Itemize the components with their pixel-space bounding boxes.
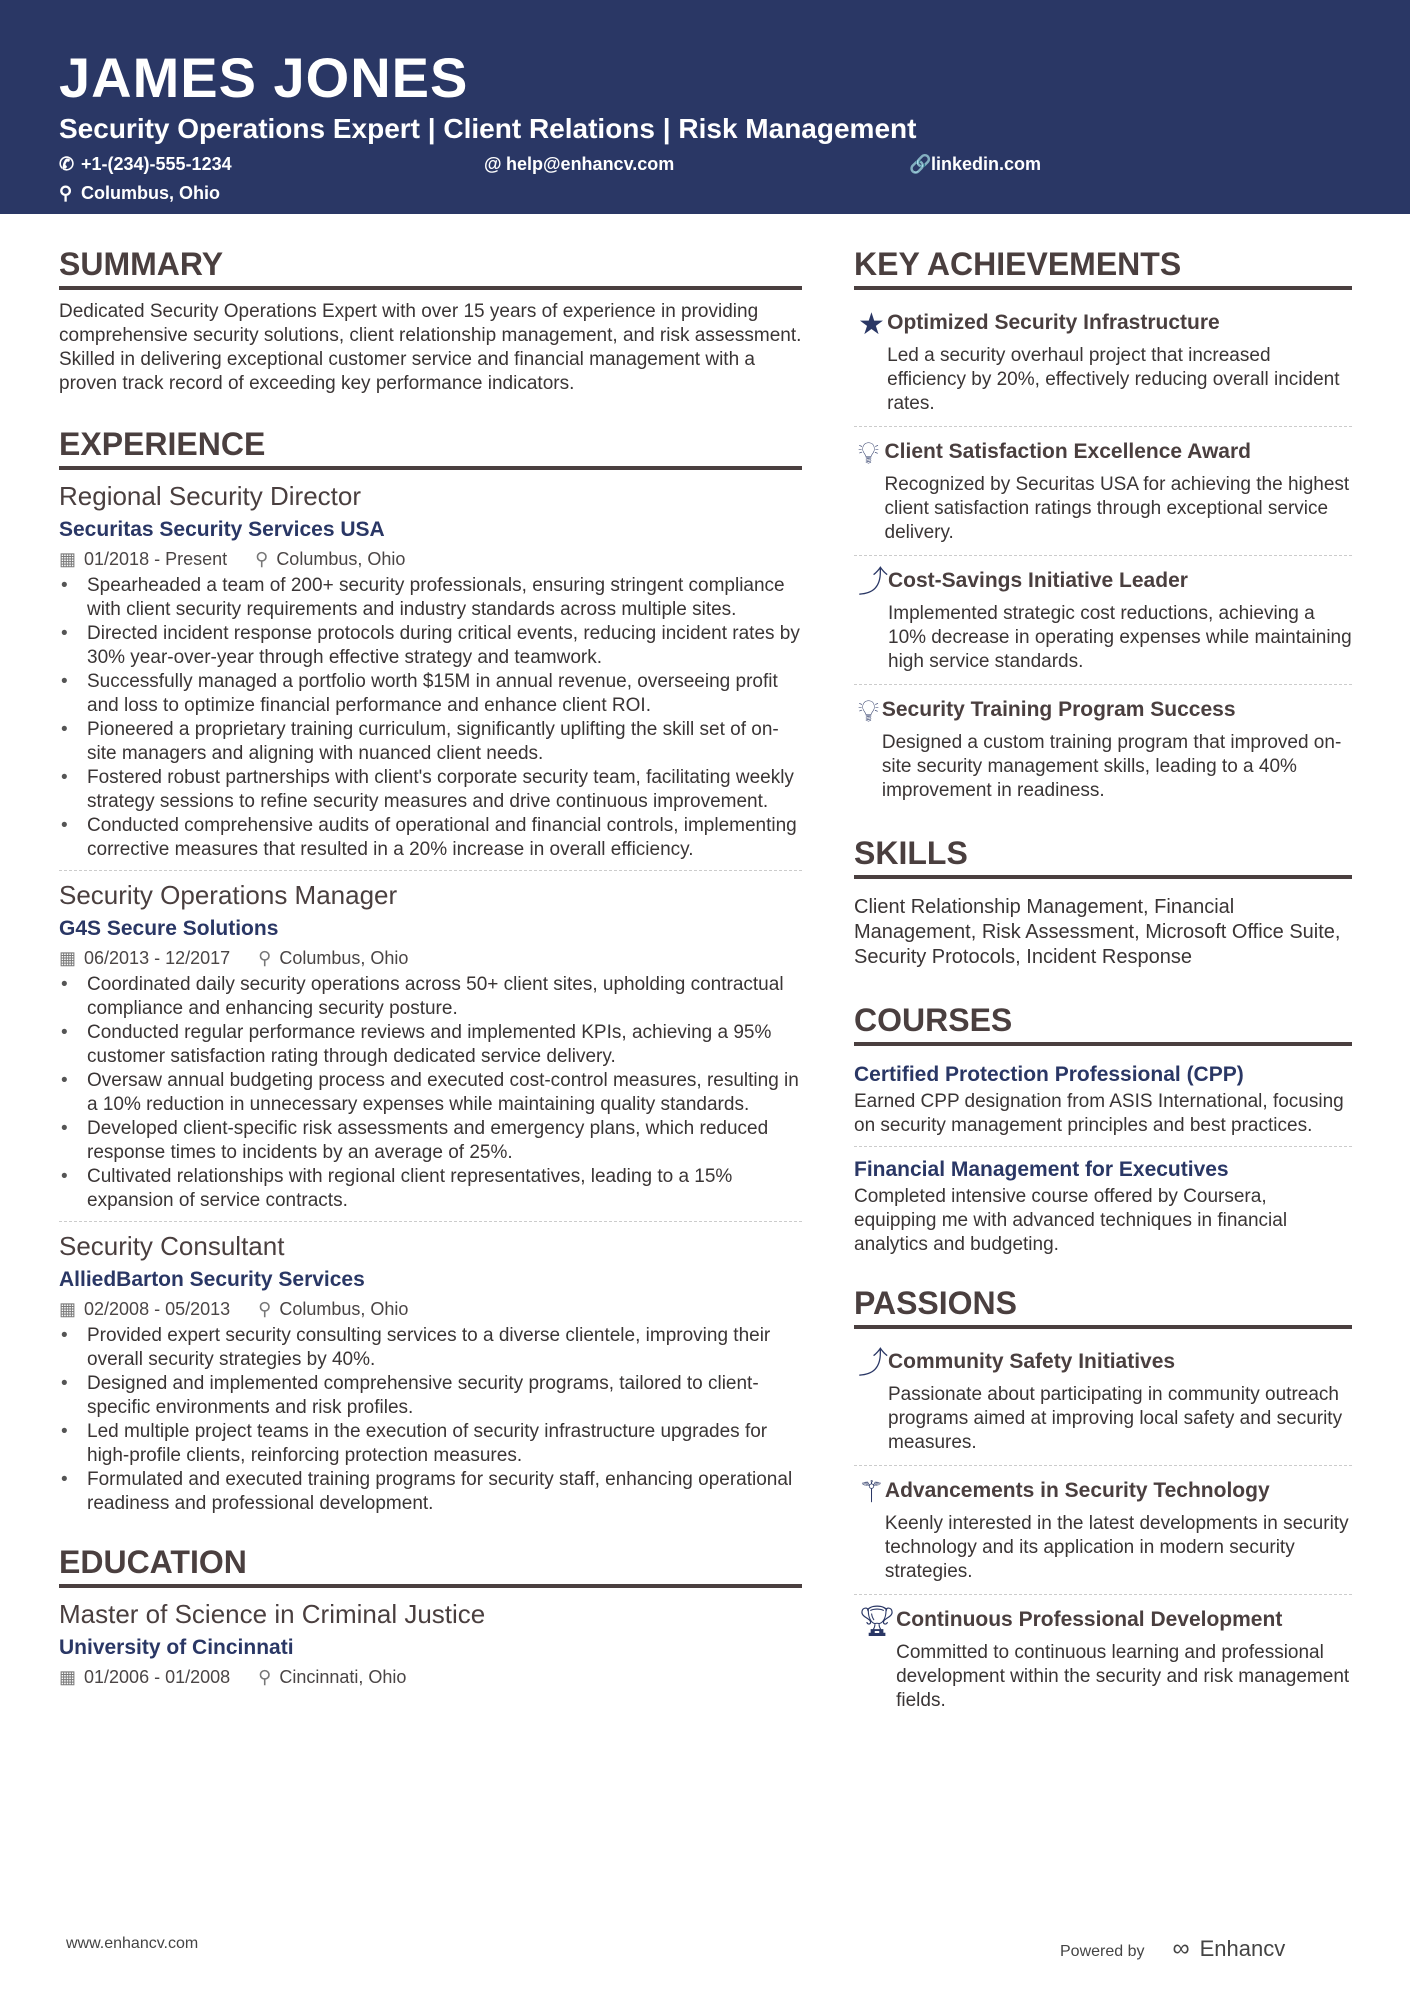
bullet: • Formulated and executed training programs for security staff, enhancing operational readiness and professional development. (59, 1468, 802, 1516)
candidate-name: JAMES JONES (59, 46, 469, 109)
courses-list (854, 1056, 1352, 1257)
tagline: Security Operations Expert | Client Relations | Risk Management (59, 113, 917, 144)
job-entry (59, 879, 802, 1213)
job-meta (59, 1296, 802, 1322)
bullet: • Directed incident response protocols during critical events, reducing incident rates by 30% year-over-year through effective strategy and teamwork. (59, 622, 802, 670)
achievements-item (854, 687, 1352, 811)
job-bullets (59, 574, 802, 862)
course-title: Certified Protection Professional (CPP) (854, 1063, 1244, 1086)
divider (59, 1221, 802, 1222)
bullet: • Oversaw annual budgeting process and executed cost-control measures, resulting in a 10% reduction in unnecessary expenses while maintaining quality standards. (59, 1069, 802, 1117)
company: Securitas Security Services USA (59, 518, 385, 541)
item-text: Implemented strategic cost reductions, achieving a 10% decrease in operating expenses while maintaining high service standards. (888, 603, 1352, 672)
job-title: Regional Security Director (59, 481, 362, 511)
job-location: Columbus, Ohio (276, 549, 406, 569)
magic-wand-icon: ⚚ (858, 1476, 885, 1509)
job-dates: 01/2018 - Present (84, 549, 228, 569)
item-text: Committed to continuous learning and professional development within the security and risk management fields. (896, 1642, 1350, 1711)
achievements-item (854, 300, 1352, 424)
item-title: Community Safety Initiatives (888, 1350, 1176, 1373)
item-title: Cost-Savings Initiative Leader (888, 569, 1188, 592)
enhancv-logo-icon: ∞ (1172, 1935, 1190, 1962)
school: University of Cincinnati (59, 1636, 294, 1659)
phone-icon: ✆ (59, 154, 75, 174)
item-text: Designed a custom training program that improved on-site security management skills, leading to a 40% improvement in readiness. (881, 732, 1342, 801)
bullet: • Conducted comprehensive audits of operational and financial controls, implementing corrective measures that resulted in a 20% increase in overall efficiency. (59, 814, 802, 862)
degree: Master of Science in Criminal Justice (59, 1599, 486, 1629)
item-text: Keenly interested in the latest developments in security technology and its application in modern security strategies. (884, 1513, 1349, 1582)
brand-name: Enhancv (1199, 1936, 1286, 1961)
contact-info (59, 154, 1351, 204)
course-item (854, 1056, 1352, 1138)
at-icon: @ (484, 154, 502, 174)
job-bullets (59, 1324, 802, 1516)
job-location: Columbus, Ohio (279, 1299, 409, 1319)
passions-list (854, 1339, 1352, 1721)
job-dates: 02/2008 - 05/2013 (84, 1299, 231, 1319)
strategy-icon: ⤴ (858, 566, 888, 599)
link-icon: 🔗 (909, 154, 932, 174)
passions-item (854, 1597, 1352, 1721)
job-meta (59, 546, 802, 572)
right-column (854, 244, 1352, 1721)
item-text: Recognized by Securitas USA for achieving the highest client satisfaction ratings through exceptional service delivery. (884, 474, 1350, 543)
bullet: • Coordinated daily security operations across 50+ client sites, upholding contractual compliance and enhancing security posture. (59, 973, 802, 1021)
passions-item (854, 1339, 1352, 1463)
course-text: Completed intensive course offered by Coursera, equipping me with advanced techniques in financial analytics and budgeting. (854, 1186, 1288, 1255)
passions-item (854, 1468, 1352, 1592)
bullet: • Fostered robust partnerships with client's corporate security team, facilitating weekly strategy sessions to refine security measures and drive continuous improvement. (59, 766, 802, 814)
location-icon: ⚲ (258, 1299, 272, 1319)
item-text: Passionate about participating in community outreach programs aimed at improving local safety and security measures. (888, 1384, 1343, 1453)
divider (59, 870, 802, 871)
phone: +1-(234)-555-1234 (81, 154, 232, 174)
course-text: Earned CPP designation from ASIS International, focusing on security management principles and best practices. (854, 1091, 1344, 1136)
course-title: Financial Management for Executives (854, 1158, 1229, 1181)
location-icon: ⚲ (258, 948, 272, 968)
achievements-heading: KEY ACHIEVEMENTS (854, 244, 1352, 290)
skills-text: Client Relationship Management, Financial Management, Risk Assessment, Microsoft Office Suite, Security Protocols, Incident Response (854, 896, 1341, 968)
job-entry (59, 480, 802, 862)
divider (854, 555, 1352, 556)
bullet: • Developed client-specific risk assessments and emergency plans, which reduced response times to incidents by an average of 25%. (59, 1117, 802, 1165)
email[interactable]: help@enhancv.com (506, 154, 675, 174)
lightbulb-icon: 💡︎ (858, 695, 879, 728)
item-text: Led a security overhaul project that increased efficiency by 20%, effectively reducing overall incident rates. (887, 345, 1340, 414)
location-icon: ⚲ (258, 1667, 272, 1687)
calendar-icon: ▦ (59, 1299, 77, 1319)
calendar-icon: ▦ (59, 1667, 77, 1687)
trophy-icon: 🏆︎ (858, 1605, 897, 1638)
calendar-icon: ▦ (59, 549, 77, 569)
powered-by-label: Powered by (1060, 1943, 1145, 1960)
job-bullets (59, 973, 802, 1213)
achievements-item (854, 558, 1352, 682)
bullet: • Spearheaded a team of 200+ security professionals, ensuring stringent compliance with client security requirements and industry standards across multiple sites. (59, 574, 802, 622)
star-icon: ★ (858, 308, 885, 341)
company: AlliedBarton Security Services (59, 1268, 365, 1291)
education-dates: 01/2006 - 01/2008 (84, 1667, 231, 1687)
footer-website[interactable]: www.enhancv.com (66, 1935, 199, 1952)
summary-text: Dedicated Security Operations Expert with over 15 years of experience in providing comprehensive security solutions, client relationship management, and risk assessment. Skilled in delivering exceptional customer service and financial management with a proven track record of exceeding key performance indicators. (59, 301, 802, 394)
divider (854, 426, 1352, 427)
job-title: Security Operations Manager (59, 880, 398, 910)
job-title: Security Consultant (59, 1231, 285, 1261)
bullet: • Pioneered a proprietary training curriculum, significantly uplifting the skill set of on-site managers and aligning with nuanced client needs. (59, 718, 802, 766)
item-title: Optimized Security Infrastructure (887, 311, 1220, 334)
summary-heading: SUMMARY (59, 244, 802, 290)
item-title: Advancements in Security Technology (884, 1479, 1270, 1502)
divider (854, 1146, 1352, 1147)
education-heading: EDUCATION (59, 1542, 802, 1588)
bullet: • Successfully managed a portfolio worth $15M in annual revenue, overseeing profit and loss to optimize financial performance and enhance client ROI. (59, 670, 802, 718)
lightbulb-icon: 💡︎ (858, 437, 879, 470)
job-dates: 06/2013 - 12/2017 (84, 948, 231, 968)
divider (854, 1465, 1352, 1466)
bullet: • Conducted regular performance reviews and implemented KPIs, achieving a 95% customer satisfaction rating through dedicated service delivery. (59, 1021, 802, 1069)
skills-heading: SKILLS (854, 833, 1352, 879)
footer-powered (1060, 1935, 1285, 1963)
item-title: Security Training Program Success (881, 698, 1236, 721)
location-icon: ⚲ (59, 183, 73, 203)
experience-list (59, 480, 802, 1516)
courses-heading: COURSES (854, 1000, 1352, 1046)
education-location: Cincinnati, Ohio (279, 1667, 407, 1687)
course-item (854, 1151, 1352, 1257)
passions-heading: PASSIONS (854, 1283, 1352, 1329)
item-title: Continuous Professional Development (896, 1608, 1283, 1631)
item-title: Client Satisfaction Excellence Award (884, 440, 1251, 463)
education-meta (59, 1664, 802, 1690)
location: Columbus, Ohio (81, 183, 220, 203)
achievements-list (854, 300, 1352, 811)
strategy-icon: ⤴ (858, 1347, 888, 1380)
divider (854, 1594, 1352, 1595)
calendar-icon: ▦ (59, 948, 77, 968)
bullet: • Designed and implemented comprehensive security programs, tailored to client-specific environments and risk profiles. (59, 1372, 802, 1420)
job-entry (59, 1230, 802, 1516)
experience-heading: EXPERIENCE (59, 424, 802, 470)
job-meta (59, 945, 802, 971)
bullet: • Cultivated relationships with regional client representatives, leading to a 15% expansion of service contracts. (59, 1165, 802, 1213)
company: G4S Secure Solutions (59, 917, 279, 940)
left-column (59, 244, 802, 1692)
divider (854, 684, 1352, 685)
location-icon: ⚲ (255, 549, 269, 569)
resume-header (0, 0, 1410, 214)
bullet: • Led multiple project teams in the execution of security infrastructure upgrades for high-profile clients, reinforcing protection measures. (59, 1420, 802, 1468)
achievements-item (854, 429, 1352, 553)
job-location: Columbus, Ohio (279, 948, 409, 968)
linkedin[interactable]: linkedin.com (931, 154, 1042, 174)
bullet: • Provided expert security consulting services to a diverse clientele, improving their overall security strategies by 40%. (59, 1324, 802, 1372)
